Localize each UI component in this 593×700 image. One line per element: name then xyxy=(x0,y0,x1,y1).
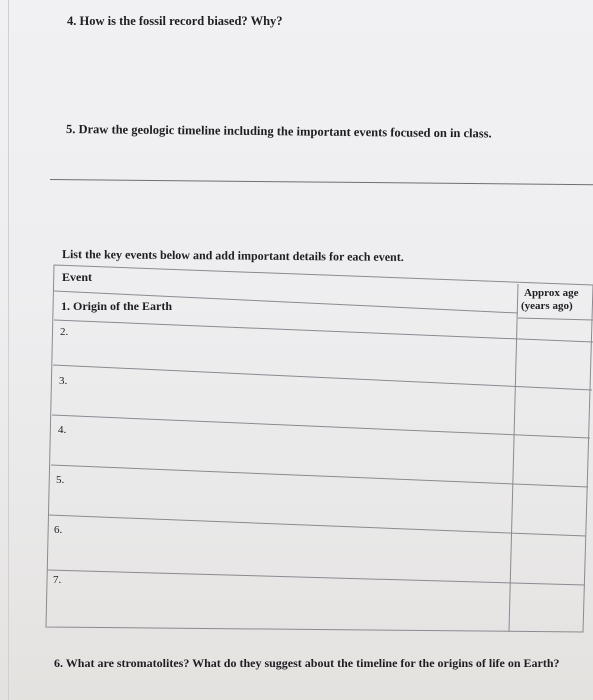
event-row-4: 4. xyxy=(58,424,67,436)
age-header-divider xyxy=(518,318,593,320)
row-divider-1 xyxy=(54,320,593,342)
row-divider-2 xyxy=(53,365,592,390)
event-row-7: 7. xyxy=(53,574,62,586)
row-divider-3 xyxy=(52,415,590,438)
table-border xyxy=(46,265,593,632)
header-event: Event xyxy=(62,270,92,284)
row-divider-5 xyxy=(49,515,586,536)
question-6: 6. What are stromatolites? What do they suggest about the timeline for the origins of life on Earth? xyxy=(54,656,560,670)
question-4: 4. How is the fossil record biased? Why? xyxy=(67,14,283,28)
event-row-3: 3. xyxy=(59,375,68,387)
row-divider-4 xyxy=(51,465,588,487)
table-instructions: List the key events below and add important details for each event. xyxy=(61,247,404,264)
column-divider xyxy=(509,284,518,631)
row-divider-6 xyxy=(47,570,585,585)
question-5: 5. Draw the geologic timeline including the important events focused on in class. xyxy=(65,122,492,141)
event-row-2: 2. xyxy=(60,326,69,338)
header-years-ago: (years ago) xyxy=(521,300,573,312)
event-row-5: 5. xyxy=(56,474,65,486)
event-row-1: 1. Origin of the Earth xyxy=(61,299,172,313)
header-approx-age: Approx age xyxy=(524,287,579,299)
event-row-6: 6. xyxy=(54,524,63,536)
